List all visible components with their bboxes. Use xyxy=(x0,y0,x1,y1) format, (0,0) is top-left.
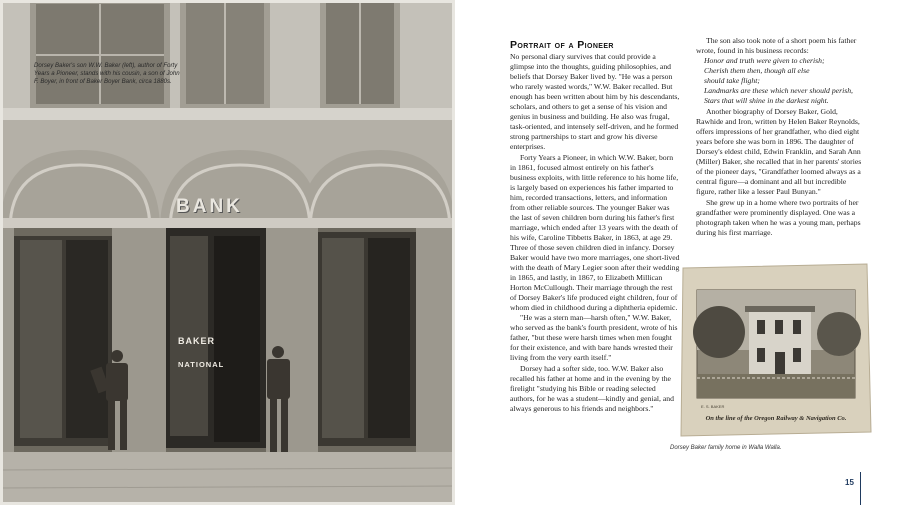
folio-rule xyxy=(860,472,861,505)
article-column-1 xyxy=(510,40,680,414)
page-number: 15 xyxy=(845,478,854,487)
paragraph-4: Dorsey had a softer side, too. W.W. Baker also recalled his father at home and in the evening by the firelight "studying his Bible or reading selected authors, for he was a student—kindly and genial, and always generous to his friends and neighbors." xyxy=(510,363,674,413)
paragraph-1: No personal diary survives that could provide a glimpse into the thoughts, guiding philosophies, and beliefs that Dorsey Baker lived by. "He was a person who rarely wasted words," W.W. Baker recalled. But enough has been written about him by his descendants, scholars, and others to get a sense of his vision and genius in business and building. He also was frugal, task-oriented, and intensely self-driven, and he formed strong partnerships to start and grow his diverse enterprises. xyxy=(510,52,680,152)
paragraph-6: Another biography of Dorsey Baker, Gold, Rawhide and Iron, written by Helen Baker Reynolds, offers impressions of her grandfather, who died eight years before she was born in 1896. The daughter of Dorsey's eldest child, Edwin Franklin, and Sarah Ann (Miller) Baker, she recalled that in her parents' stories of the pioneer days, "Grandfather loomed always as a central figure—a dominant and all but incredible figure, rather like a lesser Paul Bunyan." xyxy=(696,107,862,197)
paragraph-3: "He was a stern man—harsh often," W.W. Baker, who served as the bank's fourth president, wrote of his father, "but these were harsh times when men fought for their existence, and with bare hands wrested their living from the very earth itself." xyxy=(510,313,678,363)
poem-line: Cherish them then, though all else xyxy=(704,66,810,76)
paragraph-7: She grew up in a home where two portraits of her grandfather were prominently displayed. One was a photograph taken when he was a young man, perhaps during his first marriage. xyxy=(696,197,861,237)
poem-line: Landmarks are these which never should perish, xyxy=(704,86,853,96)
poem-line: should take flight; xyxy=(704,76,760,86)
poem xyxy=(704,56,864,106)
mount-caption: On the line of the Oregon Railway & Navigation Co. xyxy=(705,415,847,422)
paragraph-5: The son also took note of a short poem his father wrote, found in his business records: xyxy=(696,36,857,56)
window-lettering-national: NATIONAL xyxy=(178,360,225,369)
poem-line: Stars that will shine in the darkest night. xyxy=(704,96,829,106)
paragraph-2: Forty Years a Pioneer, in which W.W. Baker, born in 1861, focused almost entirely on his father's business exploits, with little reference to his home life, is largely based on experiences his father imparted to him, recorded transactions, letters, and information from other reliable sources. The younger Baker was the last of seven children born during his father's first marriage, which ended after 13 years with the death of his wife, Caroline Tibbetts Baker, in 1863, at age 29. Three of those seven children died in infancy. Dorsey Baker would have two more marriages, one short-lived with the death of Mary Legier soon after their wedding in 1865, and lastly, in 1867, to Elizabeth Millican Horton McCullough. Their marriage through the rest of Dorsey Baker's life produced eight children, four of whom died in childhood during a diphtheria epidemic. xyxy=(510,152,680,313)
house-photo-mount xyxy=(679,262,872,438)
bank-sign: BANK xyxy=(176,196,243,217)
poem-line: Honor and truth were given to cherish; xyxy=(704,56,825,66)
home-photo-caption: Dorsey Baker family home in Walla Walla. xyxy=(670,445,782,451)
photographer-credit: E. S. BAKER xyxy=(701,404,725,409)
window-lettering-baker: BAKER xyxy=(178,336,216,346)
photo-caption: Dorsey Baker's son W.W. Baker (left), author of Forty Years a Pioneer, stands with his cousin, a son of John F. Boyer, in front of Baker Boyer Bank, circa 1880s. xyxy=(34,62,180,86)
article-column-2 xyxy=(696,36,864,238)
family-home-photo xyxy=(679,262,872,438)
article-title: Portrait of a Pioneer xyxy=(510,39,614,51)
